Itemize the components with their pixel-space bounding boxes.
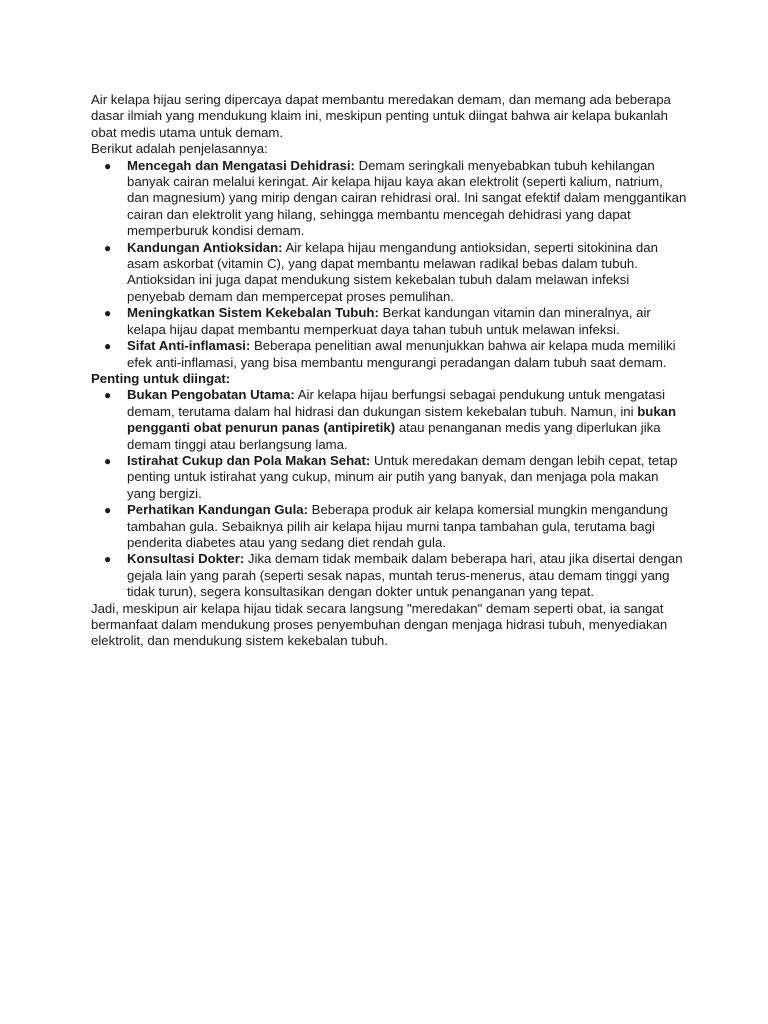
item-text: Untuk meredakan demam dengan lebih cepat, tetap penting untuk istirahat yang cukup, minum air putih yang banyak, dan menjaga pola makan yang bergizi. bbox=[127, 452, 678, 501]
item-title: Konsultasi Dokter: bbox=[127, 551, 245, 567]
item-title: Sifat Anti-inflamasi: bbox=[127, 338, 251, 354]
item-title: Mencegah dan Mengatasi Dehidrasi: bbox=[127, 157, 355, 173]
item-text: Demam seringkali menyebabkan tubuh kehilangan banyak cairan melalui keringat. Air kelapa hijau kaya akan elektrolit (seperti kalium, natrium, dan magnesium) yang mirip dengan cairan rehidrasi oral. Ini sangat efektif dalam menggantikan cairan dan elektrolit yang hilang, sehingga membantu mencegah dehidrasi yang dapat memperburuk kondisi demam. bbox=[127, 157, 687, 239]
item-title: Istirahat Cukup dan Pola Makan Sehat: bbox=[127, 452, 371, 468]
bullet-icon: ● bbox=[104, 240, 112, 255]
item-text-end: atau penanganan medis yang diperlukan jika demam tinggi atau berlangsung lama. bbox=[127, 420, 661, 452]
item-text: Air kelapa hijau berfungsi sebagai pendukung untuk mengatasi demam, terutama dalam hal hidrasi dan dukungan sistem kekebalan tubuh. Namun, ini bbox=[127, 387, 666, 419]
bullet-icon: ● bbox=[104, 503, 112, 518]
bullet-icon: ● bbox=[104, 552, 112, 567]
item-emphasis: bukan pengganti obat penurun panas (antipiretik) bbox=[127, 403, 677, 436]
bullet-icon: ● bbox=[104, 158, 112, 173]
item-title: Perhatikan Kandungan Gula: bbox=[127, 502, 308, 518]
list-item bbox=[91, 158, 687, 240]
bullet-icon: ● bbox=[104, 306, 112, 321]
list-item bbox=[91, 338, 687, 371]
bullet-icon: ● bbox=[104, 453, 112, 468]
item-text: Berkat kandungan vitamin dan mineralnya, air kelapa hijau dapat membantu memperkuat daya tahan tubuh untuk melawan infeksi. bbox=[127, 305, 651, 337]
list-item bbox=[91, 551, 687, 600]
list-item bbox=[91, 453, 687, 502]
item-text: Beberapa produk air kelapa komersial mungkin mengandung tambahan gula. Sebaiknya pilih air kelapa hijau murni tanpa tambahan gula, terutama bagi penderita diabetes atau yang sedang diet rendah gula. bbox=[127, 502, 668, 550]
item-title: Bukan Pengobatan Utama: bbox=[127, 387, 295, 403]
item-text: Air kelapa hijau mengandung antioksidan, seperti sitokinina dan asam askorbat (vitamin C), yang dapat membantu melawan radikal bebas dalam tubuh. Antioksidan ini juga dapat mendukung sistem kekebalan tubuh dalam melawan infeksi penyebab demam dan mempercepat proses pemulihan. bbox=[127, 239, 658, 304]
conclusion-paragraph: Jadi, meskipun air kelapa hijau tidak secara langsung "meredakan" demam seperti obat, ia sangat bermanfaat dalam mendukung proses penyembuhan dengan menjaga hidrasi tubuh, menyediakan elektrolit, dan mendukung sistem kekebalan tubuh. bbox=[91, 600, 668, 649]
item-title: Kandungan Antioksidan: bbox=[127, 239, 283, 255]
bullet-icon: ● bbox=[104, 339, 112, 354]
list-item bbox=[91, 305, 687, 338]
list-item bbox=[91, 502, 687, 551]
item-title: Meningkatkan Sistem Kekebalan Tubuh: bbox=[127, 305, 379, 321]
intro-paragraph: Air kelapa hijau sering dipercaya dapat membantu meredakan demam, dan memang ada beberapa dasar ilmiah yang mendukung klaim ini, meskipun penting untuk diingat bahwa air kelapa bukanlah obat medis utama untuk demam. bbox=[91, 92, 671, 140]
item-text: Beberapa penelitian awal menunjukkan bahwa air kelapa muda memiliki efek anti-inflamasi, yang bisa membantu mengurangi peradangan dalam tubuh saat demam. bbox=[127, 338, 676, 370]
lead-text: Berikut adalah penjelasannya: bbox=[91, 141, 268, 157]
list-item bbox=[91, 240, 687, 306]
important-heading bbox=[91, 371, 687, 387]
important-heading-text: Penting untuk diingat: bbox=[91, 370, 231, 386]
document-page bbox=[91, 92, 687, 650]
bullet-icon: ● bbox=[104, 388, 112, 403]
benefits-list bbox=[91, 158, 687, 371]
list-item bbox=[91, 387, 687, 453]
notes-list bbox=[91, 387, 687, 600]
item-text: Jika demam tidak membaik dalam beberapa hari, atau jika disertai dengan gejala lain yang parah (seperti sesak napas, muntah terus-menerus, atau demam tinggi yang tidak turun), segera konsultasikan dengan dokter untuk penanganan yang tepat. bbox=[127, 551, 683, 600]
